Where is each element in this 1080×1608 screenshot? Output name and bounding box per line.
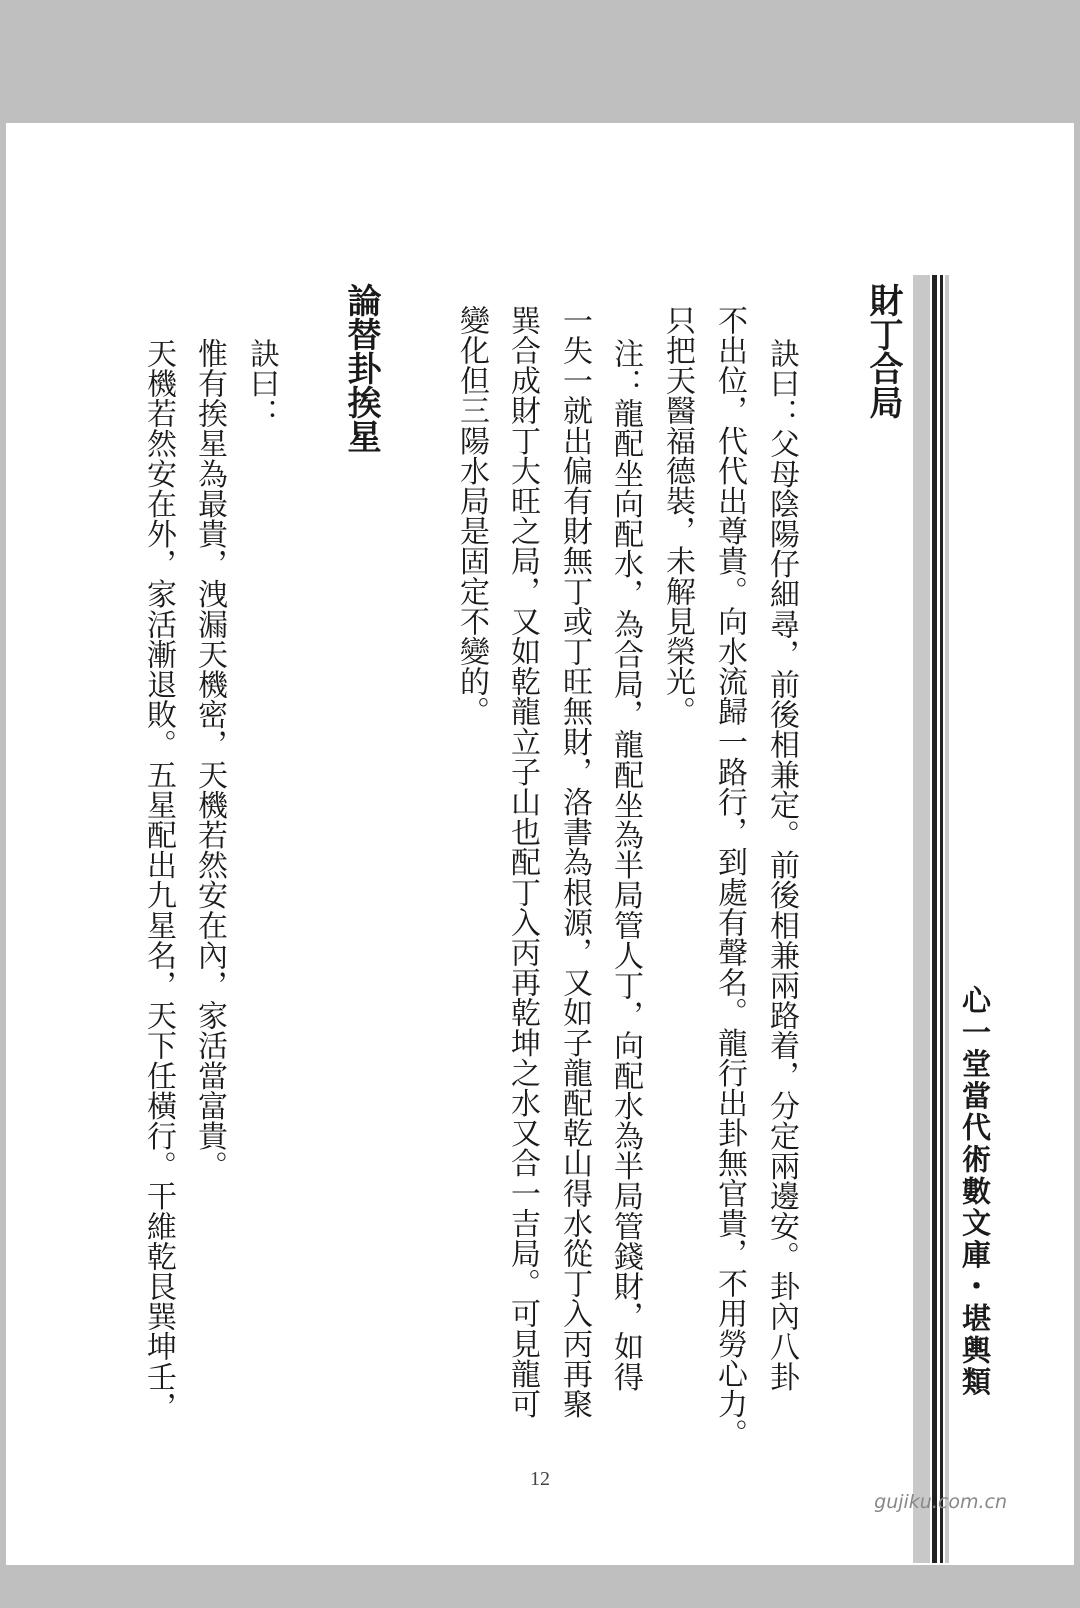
text-column: 變化但三陽水局是固定不變的。 (454, 305, 489, 727)
rule-light-wide (913, 275, 930, 1563)
book-page (6, 123, 1074, 1565)
rule-light-right (945, 275, 949, 1563)
series-title: 心一堂當代術數文庫・堪輿類 (958, 985, 992, 1399)
page-number: 12 (530, 1468, 550, 1490)
text-column: 不出位，代代出尊貴。向水流歸一路行，到處有聲名。龍行出卦無官貴，不用勞心力。 (712, 305, 747, 1449)
rule-dark-1 (932, 275, 937, 1563)
text-column: 訣曰： (244, 338, 279, 429)
text-column: 只把天醫福德裝，未解見榮光。 (660, 305, 695, 727)
rule-dark-2 (940, 275, 943, 1563)
text-column: 注：龍配坐向配水，為合局，龍配坐為半局管人丁，向配水為半局管錢財，如得 (608, 338, 643, 1392)
text-column: 一失一就出偏有財無丁或丁旺無財，洛書為根源，又如子龍配乾山得水從丁入丙再聚 (557, 305, 592, 1419)
text-column: 訣曰：父母陰陽仔細尋，前後相兼定。前後相兼兩路着，分定兩邊安。卦內八卦 (764, 338, 799, 1392)
watermark: gujiku.com.cn (874, 1491, 1007, 1513)
section-heading-1: 財丁合局 (863, 283, 903, 419)
section-heading-2: 論替卦挨星 (341, 283, 381, 453)
text-column: 惟有挨星為最貴，洩漏天機密，天機若然安在內，家活當富貴。 (192, 338, 227, 1181)
text-column: 巽合成財丁大旺之局，又如乾龍立子山也配丁入丙再乾坤之水又合一吉局。可見龍可 (505, 305, 540, 1419)
text-column: 天機若然安在外，家活漸退敗。五星配出九星名，天下任橫行。干維乾艮巽坤壬， (141, 338, 176, 1422)
